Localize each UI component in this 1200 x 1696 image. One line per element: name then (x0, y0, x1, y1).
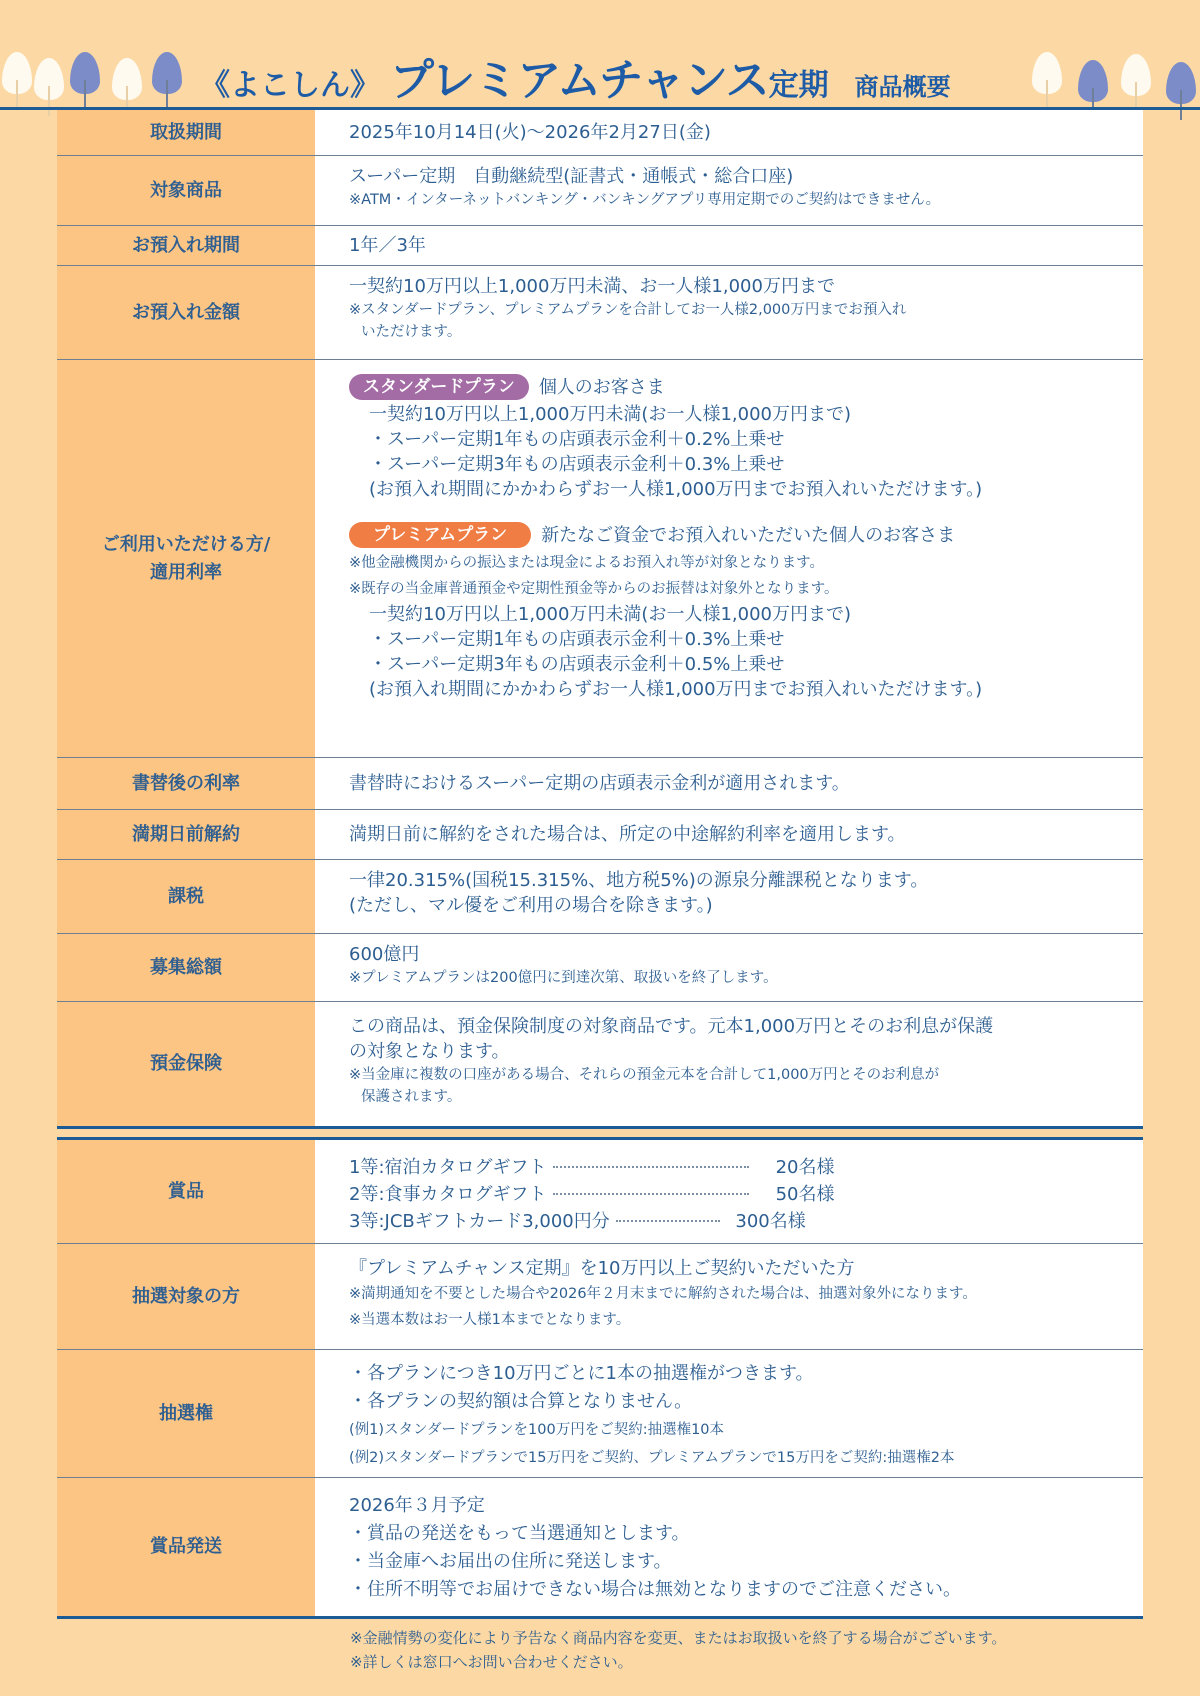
premium-plan-heading (349, 522, 1123, 548)
row-label: 対象商品 (57, 156, 315, 225)
row-early-cancel (57, 810, 1143, 860)
row-value: 書替時におけるスーパー定期の店頭表示金利が適用されます。 (315, 758, 1143, 809)
product-name: プレミアムチャンス (390, 55, 769, 106)
plan-line: (お預入れ期間にかかわらずお一人様1,000万円までお預入れいただけます。) (369, 679, 983, 700)
footer-note: ※金融情勢の変化により予告なく商品内容を変更、またはお取扱いを終了する場合がございます。 (350, 1629, 1007, 1647)
prize-item: 1等:宿泊カタログギフト 20名様 (349, 1157, 835, 1178)
row-value (315, 360, 1143, 757)
row-label: 書替後の利率 (57, 758, 315, 809)
row-label: お預入れ金額 (57, 266, 315, 359)
row-label: 満期日前解約 (57, 810, 315, 859)
footer-note: ※詳しくは窓口へお問い合わせください。 (350, 1653, 633, 1671)
tree-icon (2, 52, 32, 104)
row-eligible (57, 1244, 1143, 1350)
row-label: 賞品 (57, 1140, 315, 1243)
row-label: お預入れ期間 (57, 226, 315, 265)
tree-icon (34, 58, 64, 110)
row-value: 1年／3年 (315, 226, 1143, 265)
prize-item: 3等:JCBギフトカード3,000円分 300名様 (349, 1211, 806, 1232)
premium-plan-target: 新たなご資金でお預入れいただいた個人のお客さま (541, 524, 956, 546)
row-tax (57, 860, 1143, 934)
row-value: 『プレミアムチャンス定期』を10万円以上ご契約いただいた方 ※満期通知を不要とした場合や2026年２月末までに解約された場合は、抽選対象外になります。 ※当選本数はお一人様1本までとなります。 (315, 1244, 1143, 1349)
row-label: 取扱期間 (57, 110, 315, 155)
row-term (57, 226, 1143, 266)
page-header (0, 0, 1200, 110)
row-label: ご利用いただける方/ 適用利率 (57, 360, 315, 757)
row-product (57, 156, 1143, 226)
row-prizes (57, 1140, 1143, 1244)
bottom-divider (57, 1616, 1143, 1619)
plan-line: ・スーパー定期3年もの店頭表示金利＋0.5%上乗せ (369, 654, 785, 675)
page-subtitle: 商品概要 (854, 73, 951, 101)
tree-icon (112, 58, 142, 110)
row-insurance (57, 1002, 1143, 1126)
plan-line: ・スーパー定期3年もの店頭表示金利＋0.3%上乗せ (369, 454, 785, 475)
tree-icon (1078, 60, 1108, 112)
plan-line: ・スーパー定期1年もの店頭表示金利＋0.3%上乗せ (369, 629, 785, 650)
footer-notes (350, 1626, 1006, 1674)
standard-plan-target: 個人のお客さま (538, 376, 665, 398)
amount-value: 一契約10万円以上1,000万円未満、お一人様1,000万円まで (349, 276, 835, 297)
product-value: スーパー定期 自動継続型(証書式・通帳式・総合口座) (349, 166, 794, 187)
row-value: 2026年３月予定 ・賞品の発送をもって当選通知とします。 ・当金庫へお届出の住所に発送します。 ・住所不明等でお届けできない場合は無効となりますのでご注意ください。 (315, 1478, 1143, 1616)
row-value: 満期日前に解約をされた場合は、所定の中途解約利率を適用します。 (315, 810, 1143, 859)
lottery-table (57, 1140, 1143, 1616)
row-value: 2025年10月14日(火)～2026年2月27日(金) (315, 110, 1143, 155)
section-divider (57, 1126, 1143, 1140)
row-value: 一律20.315%(国税15.315%、地方税5%)の源泉分離課税となります。 (ただし、マル優をご利用の場合を除きます。) (315, 860, 1143, 933)
row-period (57, 110, 1143, 156)
row-value (315, 156, 1143, 225)
amount-note-cont: いただけます。 (361, 324, 462, 340)
row-amount (57, 266, 1143, 360)
product-overview-sheet (57, 110, 1143, 1619)
plan-note: ※既存の当金庫普通預金や定期性預金等からのお振替は対象外となります。 (349, 581, 839, 597)
row-value: この商品は、預金保険制度の対象商品です。元本1,000万円とそのお利息が保護 の対象となります。 ※当金庫に複数の口座がある場合、それらの預金元本を合計して1,000万円とそのお利息が 保護されます。 (315, 1002, 1143, 1126)
tree-icon (1032, 52, 1062, 104)
premium-plan-badge: プレミアムプラン (349, 522, 531, 548)
standard-plan-heading (349, 374, 1123, 400)
plan-line: ・スーパー定期1年もの店頭表示金利＋0.2%上乗せ (369, 429, 785, 450)
page-title (200, 44, 951, 108)
row-value (315, 1140, 1143, 1243)
row-label: 賞品発送 (57, 1478, 315, 1616)
brand-name: 《よこしん》 (200, 68, 380, 103)
plan-note: ※他金融機関からの振込または現金によるお預入れ等が対象となります。 (349, 555, 824, 571)
standard-plan-badge: スタンダードプラン (349, 374, 529, 400)
row-label: 抽選対象の方 (57, 1244, 315, 1349)
row-label: 募集総額 (57, 934, 315, 1001)
prize-item: 2等:食事カタログギフト 50名様 (349, 1184, 835, 1205)
row-total (57, 934, 1143, 1002)
tree-icon (70, 52, 100, 104)
row-value: 600億円 ※プレミアムプランは200億円に到達次第、取扱いを終了します。 (315, 934, 1143, 1001)
tree-icon (152, 52, 182, 104)
plan-line: 一契約10万円以上1,000万円未満(お一人様1,000万円まで) (369, 604, 852, 625)
row-shipping (57, 1478, 1143, 1616)
product-note: ※ATM・インターネットバンキング・バンキングアプリ専用定期でのご契約はできません。 (349, 192, 941, 208)
row-label: 預金保険 (57, 1002, 315, 1126)
plan-line: (お預入れ期間にかかわらずお一人様1,000万円までお預入れいただけます。) (369, 479, 983, 500)
row-renewal-rate (57, 758, 1143, 810)
product-name-suffix: 定期 (768, 68, 829, 103)
tree-icon (1121, 54, 1151, 106)
amount-note: ※スタンダードプラン、プレミアムプランを合計してお一人様2,000万円までお預入れ (349, 302, 907, 318)
row-label: 課税 (57, 860, 315, 933)
row-eligibility (57, 360, 1143, 758)
row-entries (57, 1350, 1143, 1478)
overview-table (57, 110, 1143, 1126)
row-value (315, 266, 1143, 359)
row-label: 抽選権 (57, 1350, 315, 1477)
plan-line: 一契約10万円以上1,000万円未満(お一人様1,000万円まで) (369, 404, 852, 425)
row-value: ・各プランにつき10万円ごとに1本の抽選権がつきます。 ・各プランの契約額は合算となりません。 (例1)スタンダードプランを100万円をご契約:抽選権10本 (例2)スタンダードプランで15万円をご契約、プレミアムプランで15万円をご契約:抽選権2本 (315, 1350, 1143, 1477)
